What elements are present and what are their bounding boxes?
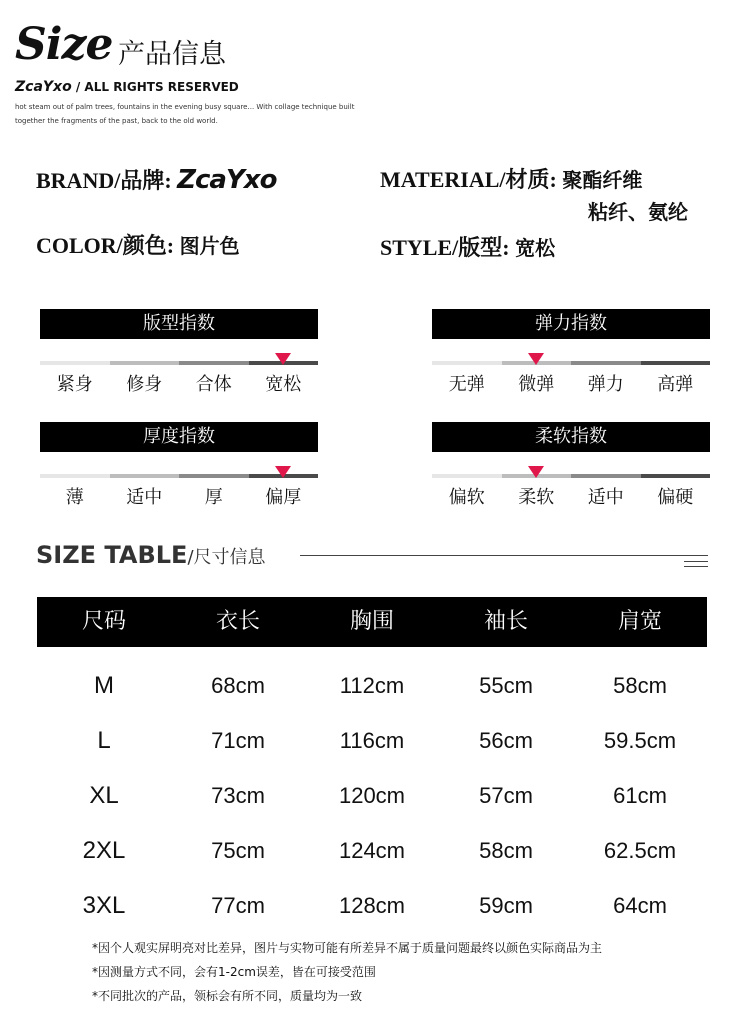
size-table-header	[37, 597, 707, 647]
table-cell: 64cm	[613, 893, 667, 918]
brand-label: BRAND/品牌:	[36, 168, 172, 193]
size-cell: L	[97, 727, 111, 754]
table-cell: 120cm	[338, 783, 406, 808]
elasticity-index-scale	[432, 309, 710, 397]
rights-text: / ALL RIGHTS RESERVED	[75, 80, 239, 94]
scale-label: 弹力	[587, 374, 624, 395]
brand-rights-line	[15, 78, 239, 96]
thickness-index-scale	[40, 422, 318, 510]
header-cell-chest: 胸围	[349, 609, 394, 634]
scale-label: 厚	[204, 487, 223, 508]
table-cell: 62.5cm	[603, 838, 677, 863]
brand-value: ZcaYxo	[177, 165, 277, 195]
brand-row	[36, 166, 276, 195]
elasticity-index-labels	[432, 373, 710, 397]
note-line: *因个人观实屏明亮对比差异，图片与实物可能有所差异不属于质量问题最终以颜色实际商品为主	[92, 941, 603, 955]
tagline-line-2: together the fragments of the past, back to the old world.	[15, 117, 218, 125]
product-info-heading: 产品信息	[118, 39, 226, 70]
scale-label: 微弹	[518, 374, 555, 395]
color-value: 图片色	[179, 234, 240, 258]
size-table-title-en: SIZE TABLE	[36, 541, 188, 569]
size-cell: XL	[89, 782, 119, 809]
fit-index-labels	[40, 373, 318, 397]
style-label: STYLE/版型:	[380, 235, 510, 260]
scale-label: 适中	[126, 487, 163, 508]
table-cell: 128cm	[338, 893, 406, 918]
scale-label: 适中	[587, 487, 624, 508]
material-value-1: 聚酯纤维	[562, 168, 643, 192]
table-cell: 55cm	[479, 673, 533, 698]
material-value-2: 粘纤、氨纶	[588, 200, 688, 224]
header-cell-length: 衣长	[215, 609, 260, 634]
softness-index-labels	[432, 486, 710, 510]
fit-index-scale	[40, 309, 318, 397]
fit-index-marker	[275, 353, 291, 365]
size-cell: 3XL	[82, 892, 126, 919]
scale-label: 紧身	[56, 374, 93, 395]
header-cell-shoulder: 肩宽	[617, 609, 662, 634]
scale-label: 修身	[126, 374, 163, 395]
divider	[684, 566, 708, 567]
size-cell: M	[94, 672, 114, 699]
table-cell: 71cm	[211, 728, 265, 753]
scale-label: 薄	[65, 487, 84, 508]
table-row	[37, 666, 707, 706]
fit-index-title: 版型指数	[40, 309, 318, 339]
table-cell: 59cm	[479, 893, 533, 918]
scale-label: 偏硬	[657, 487, 694, 508]
scale-label: 柔软	[518, 487, 555, 508]
divider	[300, 555, 708, 556]
table-cell: 59.5cm	[603, 728, 677, 753]
scale-label: 偏厚	[265, 487, 302, 508]
softness-index-title: 柔软指数	[432, 422, 710, 452]
thickness-index-title: 厚度指数	[40, 422, 318, 452]
table-row	[37, 886, 707, 926]
table-cell: 77cm	[211, 893, 265, 918]
table-row	[37, 831, 707, 871]
table-row	[37, 776, 707, 816]
header-cell-size: 尺码	[81, 609, 126, 634]
material-row	[380, 166, 642, 194]
scale-label: 合体	[195, 374, 232, 395]
table-cell: 58cm	[479, 838, 533, 863]
softness-index-marker	[528, 466, 544, 478]
scale-label: 无弹	[448, 374, 485, 395]
scale-label: 高弹	[657, 374, 694, 395]
size-heading: Size	[15, 19, 113, 70]
scale-label: 偏软	[448, 487, 485, 508]
table-cell: 68cm	[211, 673, 265, 698]
softness-index-bar	[432, 474, 710, 478]
softness-index-scale	[432, 422, 710, 510]
header-cell-sleeve: 袖长	[483, 609, 528, 634]
tagline	[15, 100, 415, 128]
style-row	[380, 234, 555, 262]
color-label: COLOR/颜色:	[36, 233, 175, 258]
elasticity-index-marker	[528, 353, 544, 365]
table-cell: 124cm	[338, 838, 406, 863]
divider	[684, 561, 708, 562]
thickness-index-labels	[40, 486, 318, 510]
table-cell: 75cm	[211, 838, 265, 863]
tagline-line-1: hot steam out of palm trees, fountains in the evening busy square... With collage technique built	[15, 103, 355, 111]
size-table-title	[36, 540, 266, 573]
size-table-title-cn: /尺寸信息	[187, 547, 266, 568]
note-line: *因测量方式不同，会有1-2cm误差，皆在可接受范围	[92, 965, 376, 979]
style-value: 宽松	[515, 236, 556, 260]
table-cell: 57cm	[479, 783, 533, 808]
table-cell: 116cm	[339, 728, 405, 753]
thickness-index-marker	[275, 466, 291, 478]
material-label: MATERIAL/材质:	[380, 167, 557, 192]
elasticity-index-bar	[432, 361, 710, 365]
color-row	[36, 232, 240, 260]
table-cell: 58cm	[613, 673, 667, 698]
elasticity-index-title: 弹力指数	[432, 309, 710, 339]
notes	[92, 936, 602, 1008]
scale-label: 宽松	[265, 374, 302, 395]
table-cell: 61cm	[613, 783, 667, 808]
table-cell: 56cm	[479, 728, 533, 753]
table-cell: 73cm	[211, 783, 265, 808]
table-row	[37, 721, 707, 761]
note-line: *不同批次的产品，领标会有所不同，质量均为一致	[92, 989, 363, 1003]
brand-logo: ZcaYxo	[15, 79, 72, 95]
table-cell: 112cm	[339, 673, 405, 698]
size-cell: 2XL	[82, 837, 126, 864]
